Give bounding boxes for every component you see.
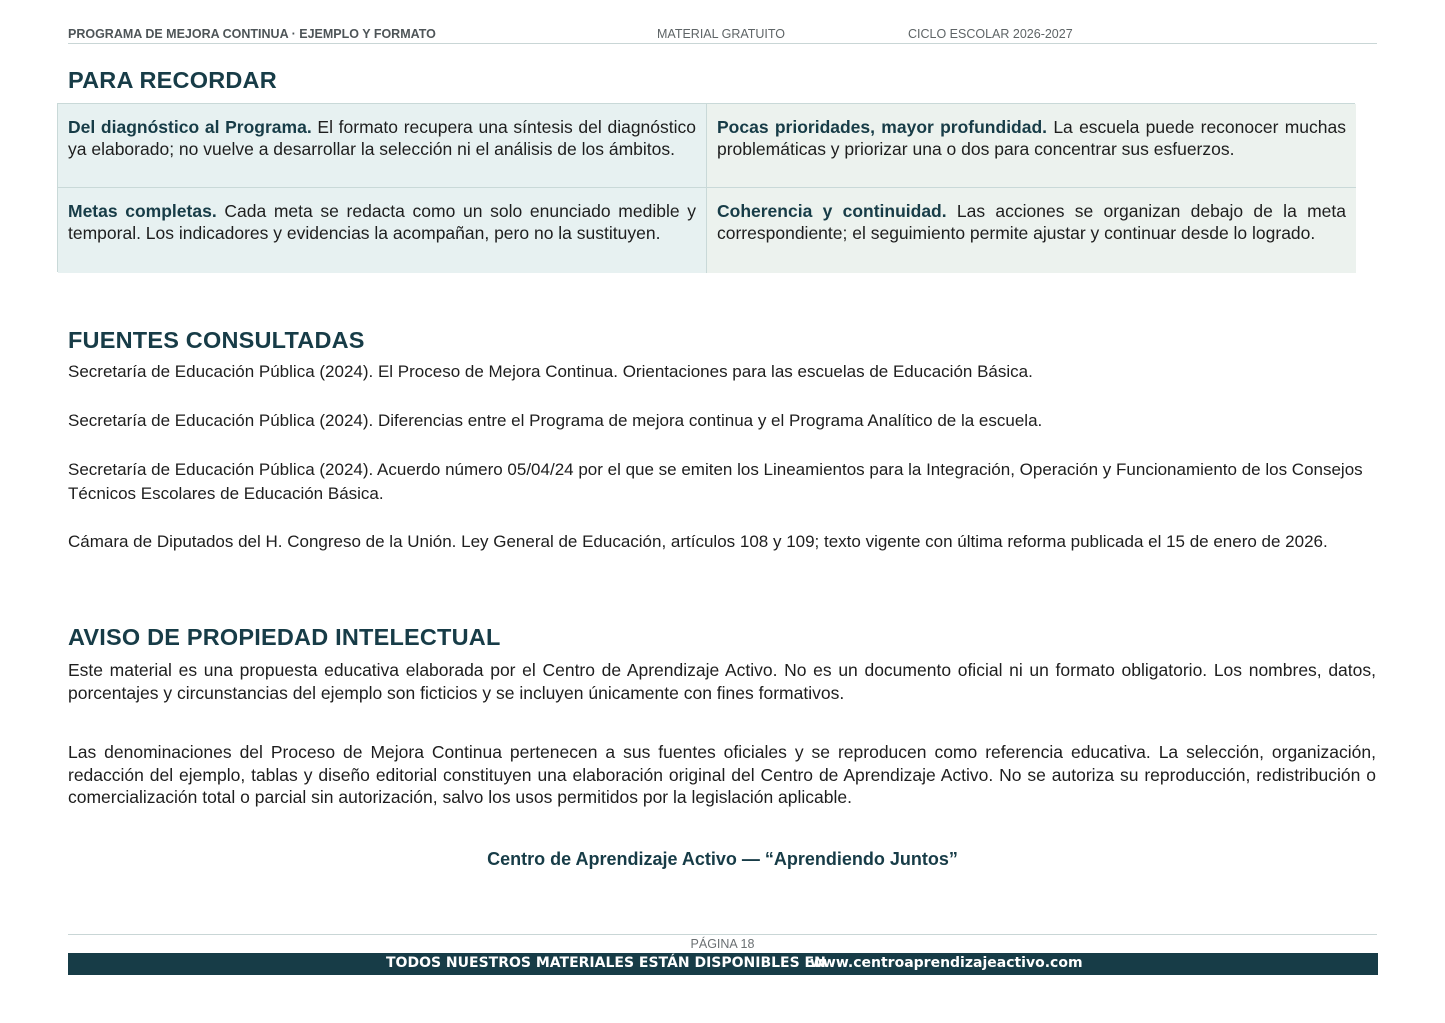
reminder-cell xyxy=(707,104,1356,188)
header-program-title: PROGRAMA DE MEJORA CONTINUA · EJEMPLO Y FORMATO xyxy=(68,27,436,41)
footer-banner xyxy=(68,953,1378,975)
reminder-cell-heading: Pocas prioridades, mayor profundidad. xyxy=(717,117,1048,137)
reminder-cell-text: La escuela puede reconocer muchas problemáticas y priorizar una o dos para concentrar sus esfuerzos. xyxy=(717,117,1346,159)
notice-paragraph: Este material es una propuesta educativa elaborada por el Centro de Aprendizaje Activo. No es un documento oficial ni un formato obligatorio. Los nombres, datos, porcentajes y circunstancias del ejemplo son ficticios y se incluyen únicamente con fines formativos. xyxy=(68,660,1376,703)
reminder-cell-heading: Coherencia y continuidad. xyxy=(717,201,947,221)
reference-item: Cámara de Diputados del H. Congreso de la Unión. Ley General de Educación, artículos 108 y 109; texto vigente con última reforma publicada el 15 de enero de 2026. xyxy=(68,532,1328,551)
signature: Centro de Aprendizaje Activo — “Aprendiendo Juntos” xyxy=(487,849,958,869)
section-title-fuentes: FUENTES CONSULTADAS xyxy=(68,327,365,353)
page-number: PÁGINA 18 xyxy=(690,937,755,951)
reminder-cell-heading: Del diagnóstico al Programa. xyxy=(68,117,312,137)
reference-item: Secretaría de Educación Pública (2024). Acuerdo número 05/04/24 por el que se emiten los Lineamientos para la Integración, Operación y Funcionamiento de los Consejos Técnicos Escolares de Educación Básica. xyxy=(68,460,1363,503)
footer-website-link[interactable]: www.centroaprendizajeactivo.com xyxy=(810,955,1083,971)
header-free-material: MATERIAL GRATUITO xyxy=(657,27,786,41)
reminder-cell xyxy=(58,104,707,188)
header-school-cycle: CICLO ESCOLAR 2026-2027 xyxy=(908,27,1073,41)
reminder-cell-heading: Metas completas. xyxy=(68,201,217,221)
section-title-recordar: PARA RECORDAR xyxy=(68,67,277,93)
reminder-cell xyxy=(58,188,707,273)
reminder-cell-text: Cada meta se redacta como un solo enunciado medible y temporal. Los indicadores y evidencias la acompañan, pero no la sustituyen. xyxy=(68,201,696,243)
footer-divider xyxy=(68,934,1377,935)
notice-paragraph: Las denominaciones del Proceso de Mejora Continua pertenecen a sus fuentes oficiales y se reproducen como referencia educativa. La selección, organización, redacción del ejemplo, tablas y diseño editorial constituyen una elaboración original del Centro de Aprendizaje Activo. No se autoriza su reproducción, redistribución o comercialización total o parcial sin autorización, salvo los usos permitidos por la legislación aplicable. xyxy=(68,742,1376,807)
page-header xyxy=(68,26,1377,44)
footer-banner-text: TODOS NUESTROS MATERIALES ESTÁN DISPONIBLES EN xyxy=(386,955,826,971)
reference-item: Secretaría de Educación Pública (2024). Diferencias entre el Programa de mejora continua y el Programa Analítico de la escuela. xyxy=(68,411,1043,430)
reminder-cell-text: Las acciones se organizan debajo de la meta correspondiente; el seguimiento permite ajustar y continuar desde lo logrado. xyxy=(717,201,1346,243)
reminder-grid xyxy=(57,103,1355,272)
reminder-cell xyxy=(707,188,1356,273)
reminder-cell-text: El formato recupera una síntesis del diagnóstico ya elaborado; no vuelve a desarrollar la selección ni el análisis de los ámbitos. xyxy=(68,117,697,159)
reference-item: Secretaría de Educación Pública (2024). El Proceso de Mejora Continua. Orientaciones para las escuelas de Educación Básica. xyxy=(68,362,1033,381)
section-title-aviso: AVISO DE PROPIEDAD INTELECTUAL xyxy=(68,624,501,650)
